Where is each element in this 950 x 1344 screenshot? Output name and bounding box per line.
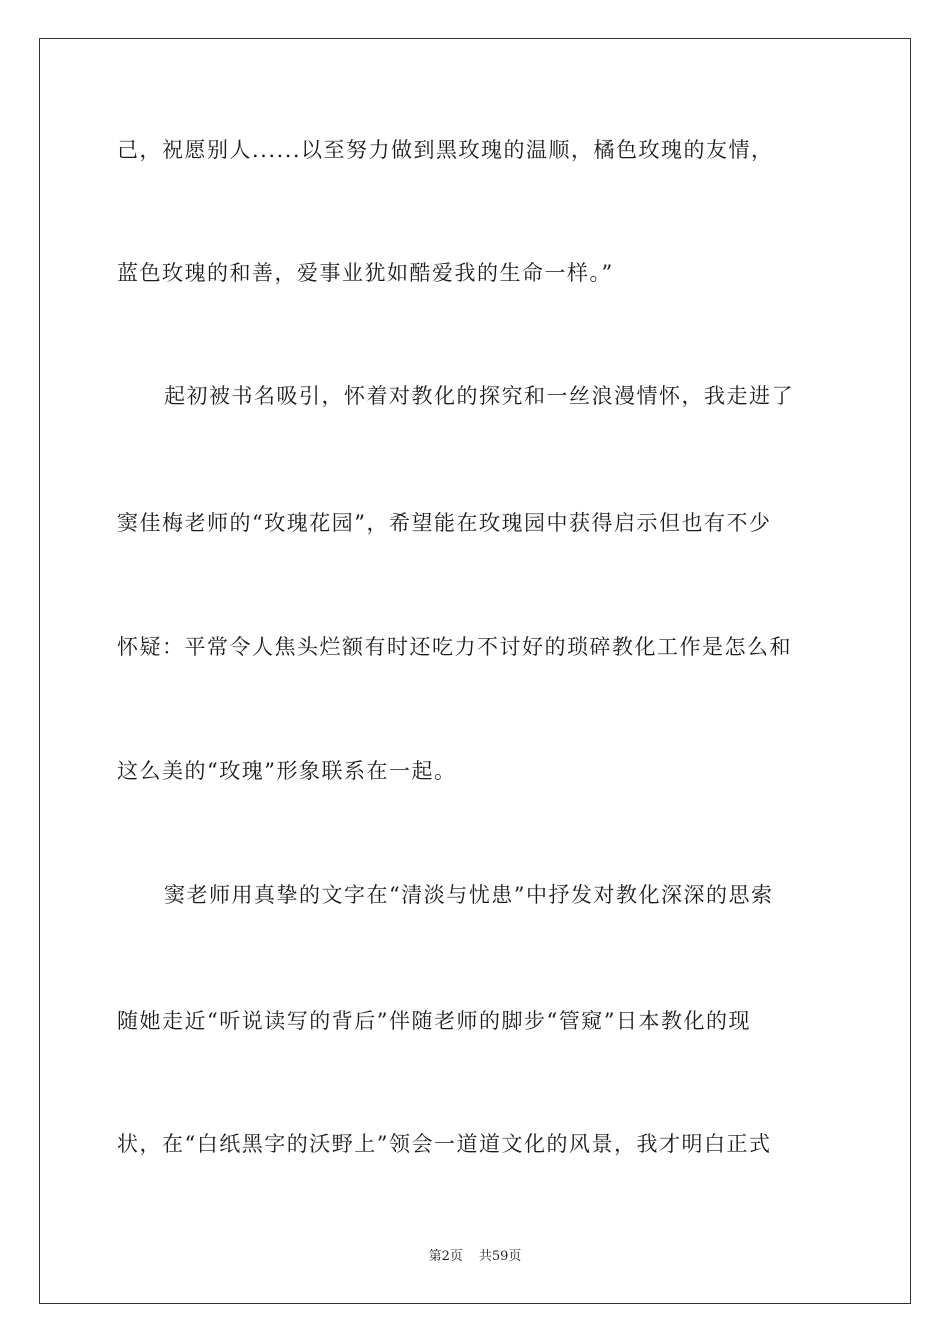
text-line-8: 随她走近“听说读写的背后”伴随老师的脚步“管窥”日本教化的现 xyxy=(117,1009,751,1033)
text-line-5: 怀疑：平常令人焦头烂额有时还吃力不讨好的琐碎教化工作是怎么和 xyxy=(117,635,792,659)
text-line-2: 蓝色玫瑰的和善，爱事业犹如酷爱我的生命一样。” xyxy=(117,261,614,285)
page-number: 第2页 xyxy=(428,1249,463,1264)
page-border xyxy=(39,38,911,1304)
text-line-3: 起初被书名吸引，怀着对教化的探究和一丝浪漫情怀，我走进了 xyxy=(164,384,794,408)
page-footer xyxy=(0,1248,950,1266)
text-line-4: 窦佳梅老师的“玫瑰花园”，希望能在玫瑰园中获得启示但也有不少 xyxy=(117,511,772,535)
page-total: 共59页 xyxy=(478,1249,522,1264)
text-line-9: 状，在“白纸黑字的沃野上”领会一道道文化的风景，我才明白正式 xyxy=(117,1132,772,1156)
text-line-7: 窦老师用真挚的文字在“清淡与忧患”中抒发对教化深深的思索 xyxy=(164,883,774,907)
text-line-6: 这么美的“玫瑰”形象联系在一起。 xyxy=(117,759,457,783)
text-line-1: 己，祝愿别人......以至努力做到黑玫瑰的温顺，橘色玫瑰的友情， xyxy=(117,138,774,162)
